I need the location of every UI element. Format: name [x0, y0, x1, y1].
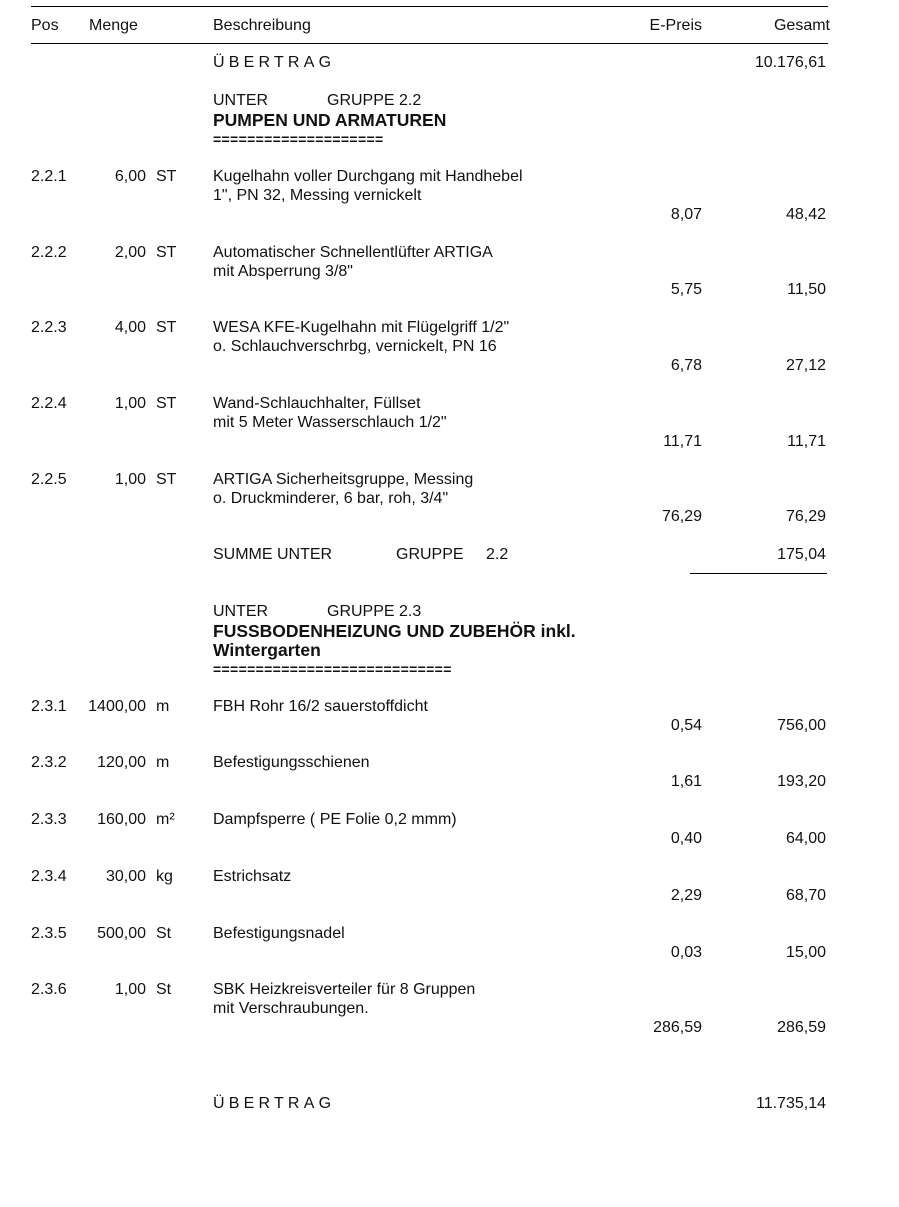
item-gesamt: 68,70: [785, 887, 826, 904]
item-epreis: 5,75: [670, 281, 702, 298]
item-pos: 2.3.2: [31, 754, 67, 771]
header-beschreibung: Beschreibung: [213, 17, 311, 34]
item-unit: St: [156, 981, 172, 998]
item-description-line1: WESA KFE-Kugelhahn mit Flügelgriff 1/2": [213, 319, 510, 336]
item-description-line1: Befestigungsschienen: [213, 754, 370, 771]
cropped-top-text: [31, 0, 91, 2]
group-number: GRUPPE 2.3: [327, 603, 422, 620]
item-description-line2: 1", PN 32, Messing vernickelt: [213, 187, 422, 204]
item-description-line2: mit Verschraubungen.: [213, 1000, 369, 1017]
item-menge: 1400,00: [88, 698, 146, 715]
item-unit: ST: [156, 471, 177, 488]
item-gesamt: 48,42: [785, 206, 826, 223]
item-menge: 500,00: [97, 925, 146, 942]
item-epreis: 0,54: [670, 717, 702, 734]
item-menge: 1,00: [114, 981, 146, 998]
subtotal-amount: 175,04: [777, 546, 826, 563]
item-epreis: 0,03: [670, 944, 702, 961]
item-description-line1: Dampfsperre ( PE Folie 0,2 mmm): [213, 811, 457, 828]
item-description-line2: o. Druckminderer, 6 bar, roh, 3/4": [213, 490, 449, 507]
header-top-rule: [31, 6, 828, 7]
item-menge: 30,00: [105, 868, 146, 885]
item-menge: 6,00: [114, 168, 146, 185]
item-menge: 120,00: [97, 754, 146, 771]
item-unit: m: [156, 754, 170, 771]
header-bottom-rule: [31, 43, 828, 44]
item-description-line1: Kugelhahn voller Durchgang mit Handhebel: [213, 168, 523, 185]
item-epreis: 76,29: [661, 508, 702, 525]
item-pos: 2.3.1: [31, 698, 67, 715]
group-title-underline: ============================: [213, 661, 452, 677]
subtotal-rule: [690, 573, 827, 574]
item-pos: 2.2.4: [31, 395, 67, 412]
item-gesamt: 756,00: [777, 717, 826, 734]
item-description-line1: SBK Heizkreisverteiler für 8 Gruppen: [213, 981, 476, 998]
item-gesamt: 76,29: [785, 508, 826, 525]
item-unit: ST: [156, 244, 177, 261]
item-unit: m: [156, 698, 170, 715]
group-title-line1: FUSSBODENHEIZUNG UND ZUBEHÖR inkl.: [213, 621, 576, 641]
item-description-line1: Automatischer Schnellentlüfter ARTIGA: [213, 244, 493, 261]
item-description-line1: Estrichsatz: [213, 868, 292, 885]
item-unit: St: [156, 925, 172, 942]
subtotal-gruppe: GRUPPE: [396, 546, 464, 563]
item-unit: ST: [156, 395, 177, 412]
item-epreis: 8,07: [670, 206, 702, 223]
item-pos: 2.3.6: [31, 981, 67, 998]
item-epreis: 2,29: [670, 887, 702, 904]
item-description-line1: ARTIGA Sicherheitsgruppe, Messing: [213, 471, 474, 488]
item-gesamt: 11,71: [787, 433, 826, 450]
uebertrag-amount: 10.176,61: [754, 54, 826, 71]
item-description-line1: FBH Rohr 16/2 sauerstoffdicht: [213, 698, 428, 715]
item-pos: 2.2.3: [31, 319, 67, 336]
item-menge: 1,00: [114, 395, 146, 412]
item-description-line2: o. Schlauchverschrbg, vernickelt, PN 16: [213, 338, 497, 355]
item-gesamt: 15,00: [785, 944, 826, 961]
item-description-line2: mit 5 Meter Wasserschlauch 1/2": [213, 414, 447, 431]
item-menge: 160,00: [97, 811, 146, 828]
group-unter-label: UNTER: [213, 603, 269, 620]
item-pos: 2.2.2: [31, 244, 67, 261]
item-epreis: 0,40: [670, 830, 702, 847]
item-gesamt: 64,00: [785, 830, 826, 847]
item-menge: 4,00: [114, 319, 146, 336]
item-pos: 2.2.5: [31, 471, 67, 488]
item-unit: kg: [156, 868, 173, 885]
item-pos: 2.3.3: [31, 811, 67, 828]
item-unit: m²: [156, 811, 175, 828]
item-description-line1: Wand-Schlauchhalter, Füllset: [213, 395, 421, 412]
header-pos: Pos: [31, 17, 59, 34]
item-gesamt: 286,59: [777, 1019, 826, 1036]
item-epreis: 286,59: [653, 1019, 702, 1036]
uebertrag-label: ÜBERTRAG: [213, 54, 336, 71]
item-gesamt: 193,20: [777, 773, 826, 790]
item-unit: ST: [156, 319, 177, 336]
subtotal-group-number: 2.2: [486, 546, 509, 563]
item-gesamt: 27,12: [785, 357, 826, 374]
uebertrag-label: ÜBERTRAG: [213, 1095, 336, 1112]
group-title: PUMPEN UND ARMATUREN: [213, 110, 447, 130]
item-unit: ST: [156, 168, 177, 185]
header-gesamt: Gesamt: [773, 17, 830, 34]
item-epreis: 6,78: [670, 357, 702, 374]
item-pos: 2.3.5: [31, 925, 67, 942]
group-unter-label: UNTER: [213, 92, 269, 109]
group-number: GRUPPE 2.2: [327, 92, 422, 109]
item-pos: 2.3.4: [31, 868, 67, 885]
item-epreis: 11,71: [663, 433, 702, 450]
header-menge: Menge: [89, 17, 138, 34]
item-description-line1: Befestigungsnadel: [213, 925, 345, 942]
header-epreis: E-Preis: [649, 17, 702, 34]
group-title-underline: ====================: [213, 131, 384, 147]
item-gesamt: 11,50: [787, 281, 826, 298]
item-menge: 1,00: [114, 471, 146, 488]
group-title-line2: Wintergarten: [213, 640, 321, 660]
item-menge: 2,00: [114, 244, 146, 261]
item-pos: 2.2.1: [31, 168, 67, 185]
uebertrag-amount: 11.735,14: [756, 1095, 826, 1112]
item-description-line2: mit Absperrung 3/8": [213, 263, 353, 280]
subtotal-label: SUMME UNTER: [213, 546, 333, 563]
item-epreis: 1,61: [670, 773, 702, 790]
